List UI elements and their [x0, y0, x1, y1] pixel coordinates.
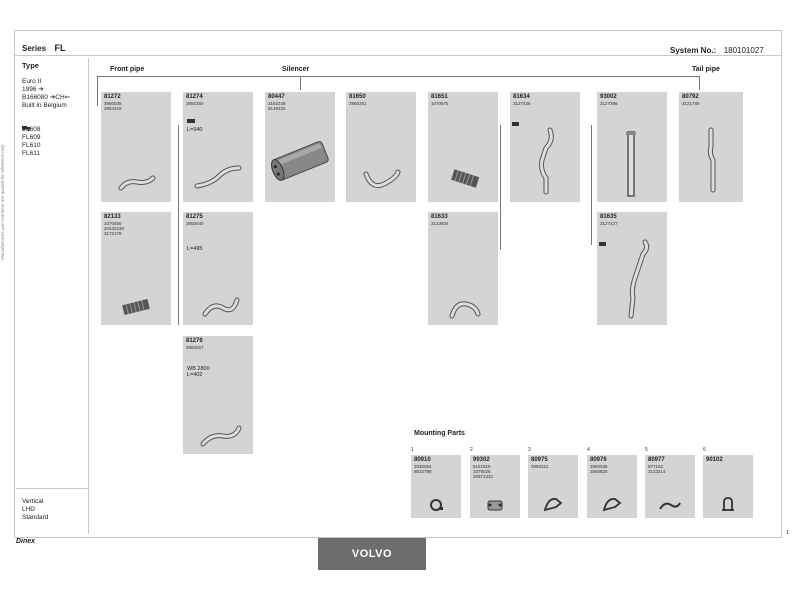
bracket-icon: [601, 495, 623, 513]
part-card[interactable]: [597, 92, 667, 202]
part-refs: 977192 3123214: [648, 464, 666, 475]
part-number: 81635: [600, 214, 617, 220]
connector-line: [178, 125, 179, 325]
model-item: FL611: [22, 150, 40, 157]
flex-pipe-icon: [119, 296, 153, 318]
top-connector-line: [97, 76, 699, 77]
side-note: Manufacturers part numbers are quoted for reference only: [0, 144, 5, 260]
part-refs: 1070460 20442230 3172178: [104, 221, 125, 237]
mount-indicator-icon: [512, 122, 519, 126]
clamp-icon: [719, 495, 737, 513]
type-spec-divider: [16, 488, 88, 489]
brand-band: VOLVO: [318, 538, 426, 570]
system-value: 180101027: [723, 46, 764, 55]
system-label: System No.:: [670, 46, 717, 55]
mount-index: 2: [470, 447, 473, 453]
part-refs: 3950257: [186, 345, 204, 350]
pipe-bend-icon: [362, 166, 402, 196]
part-number: 82133: [104, 214, 121, 220]
clamp-icon: [484, 497, 506, 513]
model-item: FL608: [22, 126, 41, 133]
dinex-logo: Dinex: [16, 538, 36, 545]
spec-item: LHD: [22, 506, 36, 513]
part-card[interactable]: [510, 92, 580, 202]
mounting-card[interactable]: [645, 455, 695, 518]
part-card[interactable]: [346, 92, 416, 202]
mount-index: 1: [411, 447, 414, 453]
part-card[interactable]: [183, 336, 253, 454]
tail-pipe-icon: [617, 238, 657, 322]
series-value: FL: [54, 43, 66, 53]
part-number: 93002: [600, 94, 617, 100]
tail-pipe-title: Tail pipe: [692, 66, 720, 73]
part-refs: 3030054 8522788: [414, 464, 432, 475]
type-line: Built in Belgium: [22, 102, 67, 109]
header-divider: [14, 55, 782, 56]
type-line: 1996 ➔: [22, 86, 44, 93]
part-refs: 3127436: [513, 101, 531, 106]
part-refs: 8151816 1079026 20871332: [473, 464, 494, 480]
part-card[interactable]: [428, 212, 498, 325]
straight-pipe-icon: [623, 130, 639, 198]
page-number: 1: [786, 530, 789, 536]
mount-indicator-icon: [599, 242, 606, 246]
mount-index: 5: [645, 447, 648, 453]
part-refs: 3950036 3950825: [590, 464, 608, 475]
part-number: 81651: [431, 94, 448, 100]
part-card[interactable]: [183, 212, 253, 325]
part-refs: 3950251: [349, 101, 367, 106]
mount-index: 4: [587, 447, 590, 453]
silencer-icon: [267, 136, 333, 186]
front-pipe-icon: [193, 162, 243, 192]
part-refs: 3950360: [186, 101, 204, 106]
pipe-bend-icon: [448, 296, 482, 320]
part-card[interactable]: [183, 92, 253, 202]
part-card[interactable]: [101, 212, 171, 325]
type-panel: [16, 58, 89, 534]
silencer-title: Silencer: [282, 66, 310, 73]
type-title: Type: [22, 61, 39, 70]
tail-pipe-icon: [701, 126, 725, 198]
part-number: 80976: [590, 457, 607, 463]
spec-item: Vertical: [22, 498, 44, 505]
part-number: 80792: [682, 94, 699, 100]
part-number: 80975: [531, 457, 548, 463]
part-refs: 3162349 8149232: [268, 101, 286, 112]
part-number: 81274: [186, 94, 203, 100]
part-card[interactable]: [679, 92, 743, 202]
part-number: 81633: [431, 214, 448, 220]
connector-line: [500, 125, 501, 250]
type-line: B166080 ➔CH⇐: [22, 94, 71, 101]
part-refs: 3950040: [186, 221, 204, 226]
clamp-icon: [427, 497, 445, 513]
part-refs: 3121785: [682, 101, 700, 106]
part-number: 80910: [414, 457, 431, 463]
mount-index: 3: [528, 447, 531, 453]
part-number: 81276: [186, 338, 203, 344]
series-label: Series: [22, 44, 47, 53]
type-line: Euro II: [22, 78, 42, 85]
part-number: 99302: [473, 457, 490, 463]
model-item: FL609: [22, 134, 41, 141]
front-pipe-title: Front pipe: [110, 66, 145, 73]
part-number: 81272: [104, 94, 121, 100]
connector-line: [300, 76, 301, 90]
part-refs: 1070675: [431, 101, 449, 106]
part-card[interactable]: [428, 92, 498, 202]
pipe-length-icon: [187, 119, 195, 123]
part-number: 81634: [513, 94, 530, 100]
connector-line: [97, 76, 98, 106]
mounting-card[interactable]: [411, 455, 461, 518]
part-refs: 3123934: [431, 221, 449, 226]
front-pipe-icon: [199, 422, 243, 450]
connector-line: [699, 76, 700, 90]
truck-icon: [22, 118, 31, 123]
flex-pipe-icon: [448, 166, 482, 192]
part-number: 81275: [186, 214, 203, 220]
hanger-icon: [657, 499, 683, 513]
mount-index: 6: [703, 447, 706, 453]
tail-pipe-icon: [532, 126, 562, 198]
model-item: FL610: [22, 142, 41, 149]
part-refs: 3127398: [600, 101, 618, 106]
front-pipe-bend-icon: [117, 170, 157, 194]
front-pipe-icon: [201, 292, 241, 322]
spec-item: Standard: [22, 514, 49, 521]
series-header: [22, 38, 65, 56]
part-refs: 3127437: [600, 221, 618, 226]
part-card[interactable]: [597, 212, 667, 325]
part-refs: 3950321: [531, 464, 549, 469]
part-note: WB 2800 L=402: [187, 366, 210, 378]
part-number: 80977: [648, 457, 665, 463]
part-note: L=495: [187, 246, 203, 252]
part-refs: 3950038 3954418: [104, 101, 122, 112]
part-number: 90102: [706, 457, 723, 463]
mounting-card[interactable]: [587, 455, 637, 518]
spec-list: [22, 498, 48, 522]
part-number: 80447: [268, 94, 285, 100]
part-number: 81650: [349, 94, 366, 100]
part-card[interactable]: [265, 92, 335, 202]
part-note: L=940: [187, 127, 203, 133]
mounting-card[interactable]: [528, 455, 578, 518]
part-card[interactable]: [101, 92, 171, 202]
connector-line: [591, 125, 592, 245]
bracket-icon: [542, 495, 564, 513]
mounting-title: Mounting Parts: [414, 430, 465, 437]
mounting-card[interactable]: [470, 455, 520, 518]
mounting-card[interactable]: [703, 455, 753, 518]
